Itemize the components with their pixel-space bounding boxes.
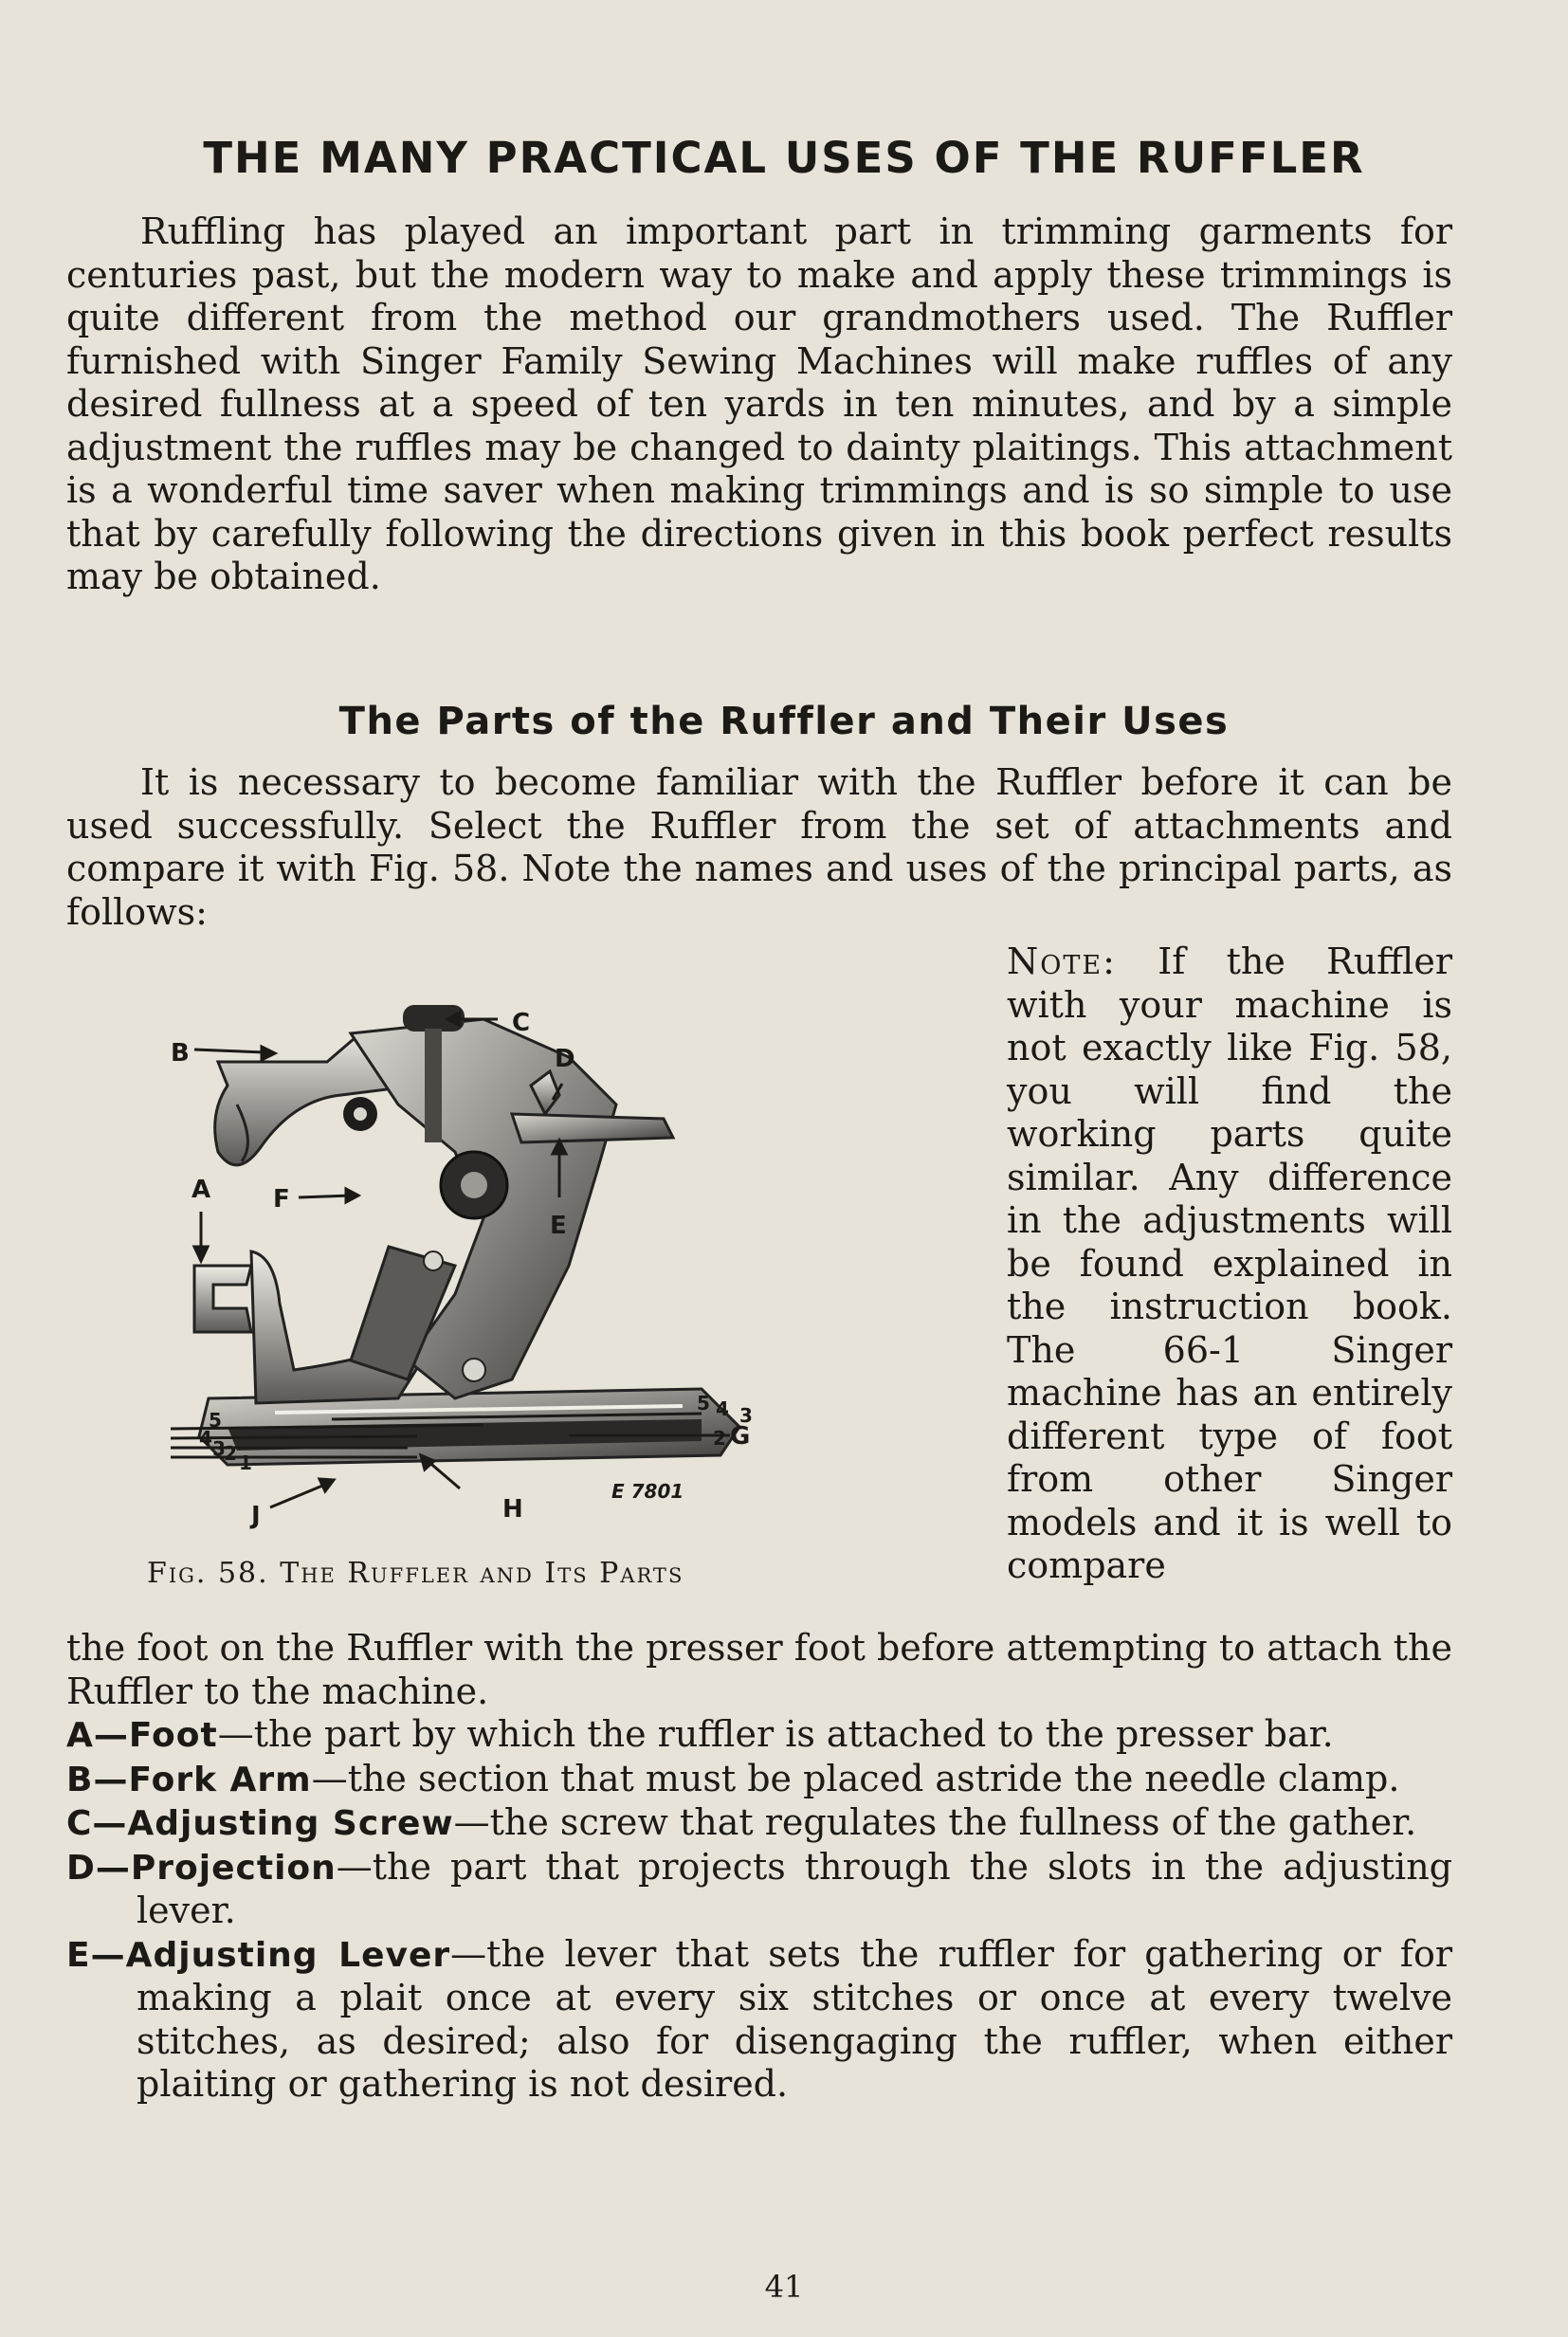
ruffler-illustration	[171, 981, 872, 1531]
note-text: If the Ruffler with your machine is not exactly like Fig. 58, you will find the working parts quite similar. Any difference in the adjustments will be found explained in the instruction book. The 66-1 Singer machine has an entirely different type of foot from other Singer models and it is well to compare	[1007, 940, 1452, 1586]
label-f: F	[273, 1185, 290, 1214]
part-name: Adjusting Screw	[127, 1804, 454, 1843]
figure-code: E 7801	[611, 1480, 684, 1503]
label-right-5: 5	[697, 1392, 710, 1415]
part-item-c: C—Adjusting Screw—the screw that regulates the fullness of the gather.	[66, 1801, 1417, 1843]
label-b: B	[171, 1039, 190, 1068]
label-c: C	[512, 1009, 531, 1037]
label-a: A	[191, 1176, 211, 1204]
label-right-2: 2	[713, 1427, 726, 1450]
part-desc: —the section that must be placed astride the needle clamp.	[311, 1757, 1400, 1799]
part-desc: —the lever that sets the ruffler for gathering or for making a plait once at every six stitches or once at every twelve stitches, as desired; also for disengaging the ruffler, when either plaiting or gathering is not desired.	[137, 1932, 1453, 2105]
note-label: Note:	[1007, 940, 1117, 982]
label-h: H	[502, 1495, 523, 1524]
part-name: Adjusting Lever	[125, 1935, 451, 1975]
label-num-4: 4	[199, 1427, 212, 1450]
label-num-2: 2	[224, 1442, 237, 1465]
label-d: D	[555, 1045, 575, 1073]
label-num-5: 5	[209, 1409, 222, 1432]
intro-paragraph: Ruffling has played an important part in trimming garments for centuries past, but the modern way to make and apply these trimmings is quite different from the method our grandmothers used. The Ruffler furnished with Singer Family Sewing Machines will make ruffles of any desired fullness at a speed of ten yards in ten minutes, and by a simple adjustment the ruffles may be changed to dainty plaitings. This attachment is a wonderful time saver when making trimmings and is so simple to use that by carefully following the directions given in this book perfect results may be obtained.	[66, 210, 1452, 597]
note-continuation: the foot on the Ruffler with the presser foot before attempting to attach the Ruffler to the machine.	[66, 1627, 1452, 1712]
label-g: G	[730, 1422, 751, 1451]
part-desc: —the part that projects through the slots in the adjusting lever.	[137, 1845, 1452, 1931]
part-name: Foot	[128, 1716, 218, 1755]
label-num-1: 1	[239, 1451, 252, 1474]
page-title: THE MANY PRACTICAL USES OF THE RUFFLER	[203, 133, 1365, 183]
label-right-3: 3	[739, 1404, 753, 1427]
section-subheading: The Parts of the Ruffler and Their Uses	[338, 700, 1230, 743]
part-name: Fork Arm	[128, 1760, 312, 1799]
note-paragraph	[1007, 940, 1452, 1588]
label-right-4: 4	[716, 1397, 729, 1420]
page-number: 41	[764, 2269, 804, 2305]
part-item-e: E—Adjusting Lever—the lever that sets the ruffler for gathering or for making a plait once at every six stitches or once at every twelve stitches, as desired; also for disengaging the ruffler, when either plaiting or gathering is not desired.	[66, 1932, 1453, 2105]
part-desc: —the part by which the ruffler is attached to the presser bar.	[217, 1713, 1334, 1755]
parts-intro-paragraph: It is necessary to become familiar with the Ruffler before it can be used successfully. Select the Ruffler from the set of attachments and compare it with Fig. 58. Note the names and uses of the principal parts, as follows:	[66, 761, 1452, 933]
part-item-d: D—Projection—the part that projects through the slots in the adjusting lever.	[66, 1845, 1452, 1931]
figure-caption: Fig. 58. The Ruffler and Its Parts	[147, 1557, 684, 1590]
part-name: Projection	[130, 1848, 337, 1888]
label-e: E	[550, 1212, 567, 1240]
ruffler-figure	[171, 981, 872, 1531]
parts-list	[66, 1713, 1452, 2107]
part-item-a: A—Foot—the part by which the ruffler is attached to the presser bar.	[66, 1713, 1334, 1755]
part-desc: —the screw that regulates the fullness of the gather.	[453, 1801, 1417, 1843]
label-num-3: 3	[212, 1437, 226, 1460]
label-j: J	[251, 1502, 261, 1530]
part-item-b: B—Fork Arm—the section that must be placed astride the needle clamp.	[66, 1757, 1400, 1799]
